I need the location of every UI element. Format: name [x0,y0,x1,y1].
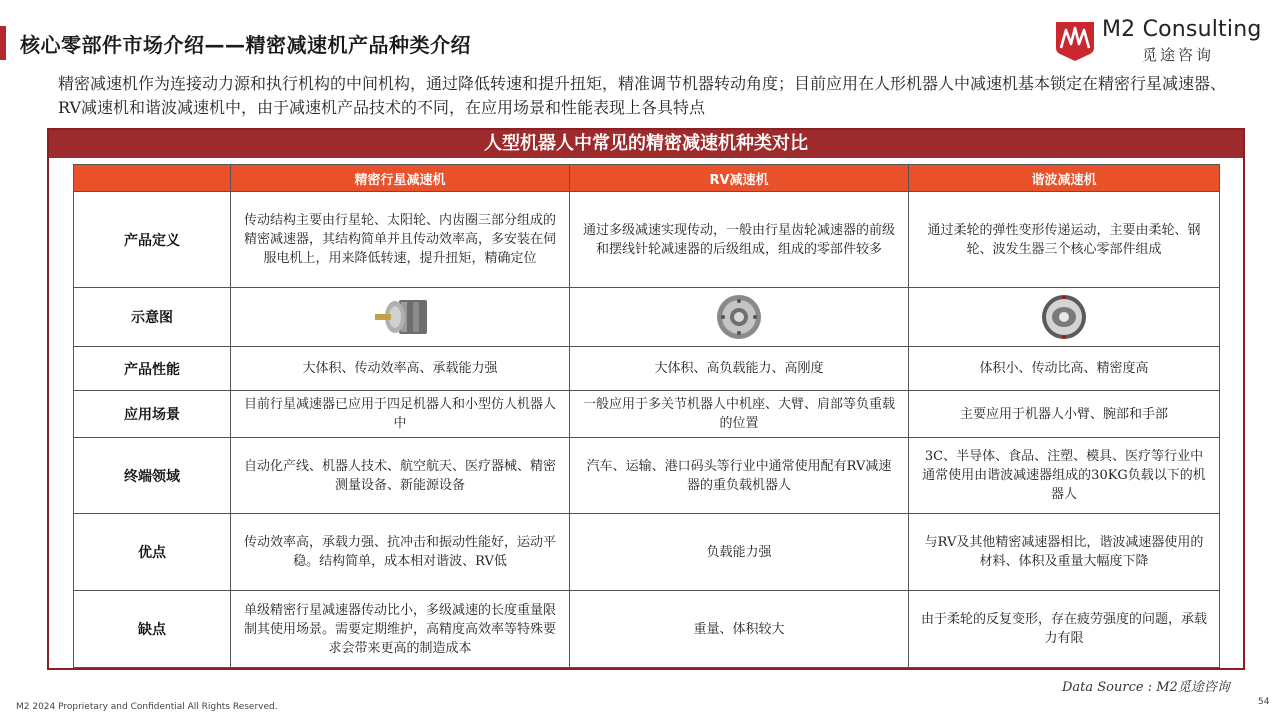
table-cell: 重量、体积较大 [570,591,909,668]
table-header-row [74,165,1220,192]
table-row [74,514,1220,591]
table-cell: 3C、半导体、食品、注塑、模具、医疗等行业中通常使用由谐波减速器组成的30KG负载以下的机器人 [909,438,1220,514]
header-corner [74,165,231,192]
comparison-table [73,164,1220,668]
data-source: Data Source : M2觅途咨询 [1062,680,1230,695]
column-header: 谐波减速机 [909,165,1220,192]
table-cell: 通过多级减速实现传动，一般由行星齿轮减速器的前级和摆线针轮减速器的后级组成，组成的零部件较多 [570,192,909,288]
footer-copyright: M2 2024 Proprietary and Confidential All Rights Reserved. [16,702,278,712]
table-cell: 主要应用于机器人小臂、腕部和手部 [909,391,1220,438]
table-row [74,192,1220,288]
table-title: 人型机器人中常见的精密减速机种类对比 [49,130,1243,158]
table-cell: 传动结构主要由行星轮、太阳轮、内齿圈三部分组成的精密减速器，其结构简单并且传动效率高，多安装在伺服电机上，用来降低转速，提升扭矩，精确定位 [231,192,570,288]
table-cell: 与RV及其他精密减速器相比，谐波减速器使用的材料、体积及重量大幅度下降 [909,514,1220,591]
rv-reducer-icon [714,292,764,342]
table-cell: 通过柔轮的弹性变形传递运动，主要由柔轮、钢轮、波发生器三个核心零部件组成 [909,192,1220,288]
table-row [74,288,1220,347]
table-cell: 单级精密行星减速器传动比小，多级减速的长度重量限制其使用场景。需要定期维护，高精度高效率等特殊要求会带来更高的制造成本 [231,591,570,668]
harmonic-reducer-icon [1039,292,1089,342]
table-cell: 汽车、运输、港口码头等行业中通常使用配有RV减速器的重负载机器人 [570,438,909,514]
table-cell: 大体积、高负载能力、高刚度 [570,347,909,391]
row-label: 应用场景 [74,391,231,438]
table-cell: 一般应用于多关节机器人中机座、大臂、肩部等负重载的位置 [570,391,909,438]
column-header: 精密行星减速机 [231,165,570,192]
table-cell: 大体积、传动效率高、承载能力强 [231,347,570,391]
page-title: 核心零部件市场介绍——精密减速机产品种类介绍 [20,33,471,57]
planetary-reducer-icon [369,294,431,340]
column-header: RV减速机 [570,165,909,192]
row-label: 产品性能 [74,347,231,391]
logo-name: M2 Consulting [1102,17,1262,42]
row-label: 产品定义 [74,192,231,288]
company-logo [1054,16,1264,64]
table-cell [570,288,909,347]
table-cell: 自动化产线、机器人技术、航空航天、医疗器械、精密测量设备、新能源设备 [231,438,570,514]
logo-subtitle: 觅途咨询 [1142,46,1215,64]
intro-paragraph: 精密减速机作为连接动力源和执行机构的中间机构，通过降低转速和提升扭矩，精准调节机器转动角度；目前应用在人形机器人中减速机基本锁定在精密行星减速器、RV减速机和谐波减速机中，由于减速机产品技术的不同，在应用场景和性能表现上各具特点 [58,74,1227,117]
page-number: 54 [1258,697,1270,707]
title-accent-bar [0,26,6,60]
table-row [74,591,1220,668]
row-label: 优点 [74,514,231,591]
row-label: 缺点 [74,591,231,668]
table-cell: 目前行星减速器已应用于四足机器人和小型仿人机器人中 [231,391,570,438]
table-cell [909,288,1220,347]
row-label: 终端领域 [74,438,231,514]
row-label: 示意图 [74,288,231,347]
table-cell: 体积小、传动比高、精密度高 [909,347,1220,391]
table-row [74,438,1220,514]
table-cell [231,288,570,347]
comparison-panel [47,128,1245,670]
table-row [74,347,1220,391]
table-row [74,391,1220,438]
m2-logo-icon [1054,18,1096,62]
table-cell: 由于柔轮的反复变形，存在疲劳强度的问题，承载力有限 [909,591,1220,668]
table-cell: 负载能力强 [570,514,909,591]
table-cell: 传动效率高，承载力强、抗冲击和振动性能好，运动平稳。结构简单，成本相对谐波、RV低 [231,514,570,591]
